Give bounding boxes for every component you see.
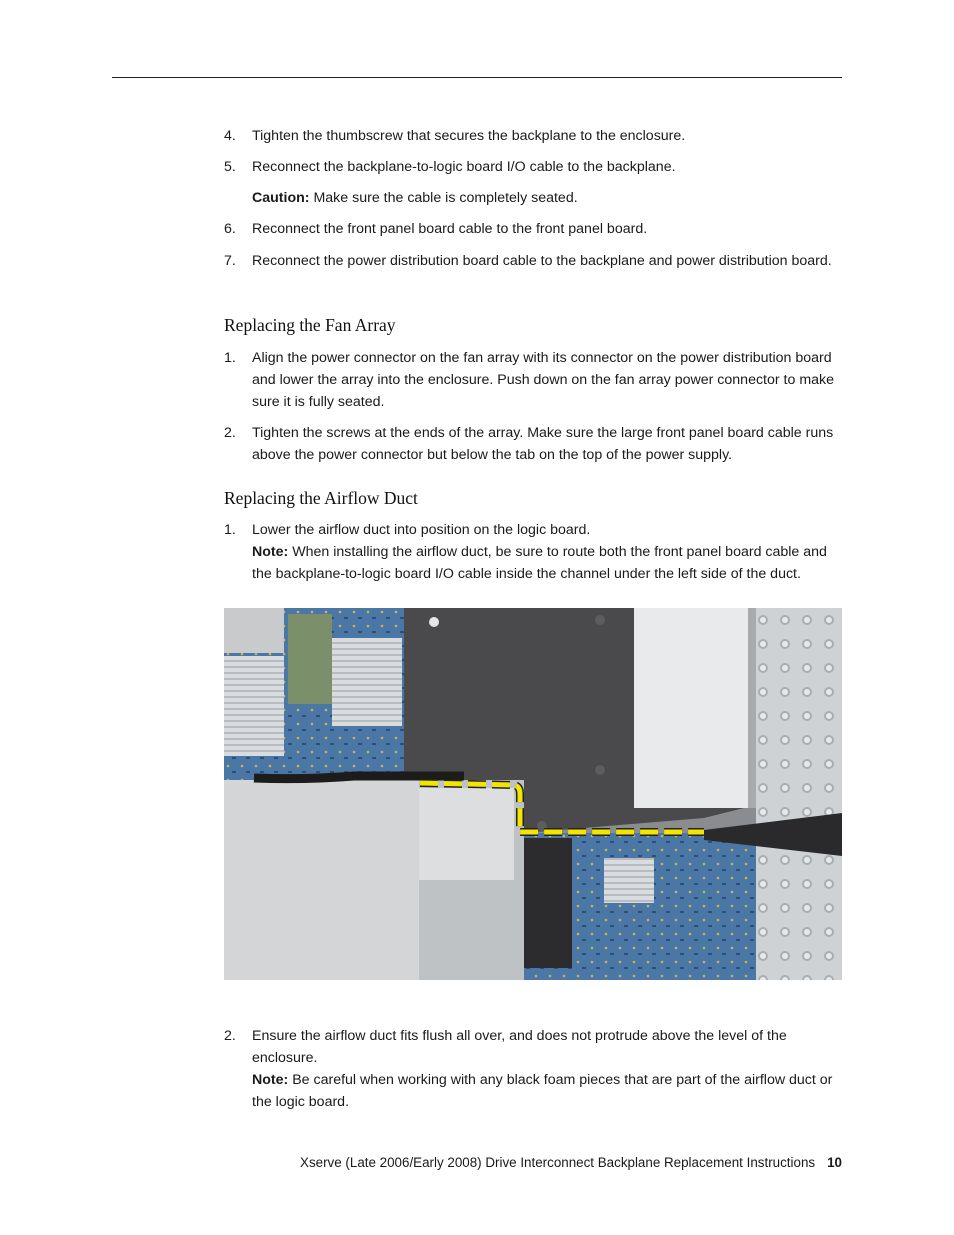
airflow-step-1 <box>224 519 842 585</box>
front-panel-cable <box>254 776 464 779</box>
step-text: Tighten the screws at the ends of the array. Make sure the large front panel board cable runs above the power connector but below the tab on the top of the power supply. <box>252 425 834 463</box>
photo-illustration <box>224 608 842 980</box>
step-text: Align the power connector on the fan array with its connector on the power distribution board and lower the array into the enclosure. Push down on the fan array power connector to make sure it is fully seated. <box>252 350 835 410</box>
fan-step-2 <box>224 422 842 466</box>
heatsink-left <box>224 656 284 756</box>
step-number: 2. <box>224 425 236 441</box>
step-text: Lower the airflow duct into position on the logic board. <box>252 522 591 538</box>
caution-label: Caution: <box>252 190 310 206</box>
fan-array-heading: Replacing the Fan Array <box>224 315 396 335</box>
header-rule <box>112 77 842 78</box>
caution-note <box>224 187 842 209</box>
step-5 <box>224 156 842 178</box>
step-number: 7. <box>224 253 236 269</box>
heatsink-right <box>332 638 402 726</box>
step-text: Tighten the thumbscrew that secures the backplane to the enclosure. <box>252 128 686 144</box>
step-number: 2. <box>224 1028 236 1044</box>
drive-bay <box>224 780 419 980</box>
caution-text: Make sure the cable is completely seated. <box>309 190 578 206</box>
note-text: Be careful when working with any black foam pieces that are part of the airflow duct or the logic board. <box>252 1072 833 1110</box>
perforated-panel <box>756 608 842 980</box>
fan-step-1 <box>224 347 842 413</box>
page-number: 10 <box>827 1155 842 1170</box>
step-number: 4. <box>224 128 236 144</box>
airflow-duct-photo <box>224 608 842 980</box>
step-text: Reconnect the power distribution board cable to the backplane and power distribution board. <box>252 253 832 269</box>
note-text: When installing the airflow duct, be sure to route both the front panel board cable and the backplane-to-logic board I/O cable inside the channel under the left side of the duct. <box>252 544 827 582</box>
step-text: Reconnect the backplane-to-logic board I/O cable to the backplane. <box>252 159 676 175</box>
note-label: Note: <box>252 1072 289 1088</box>
airflow-step-2 <box>224 1025 842 1113</box>
step-number: 1. <box>224 350 236 366</box>
airflow-duct-heading: Replacing the Airflow Duct <box>224 488 418 508</box>
step-6 <box>224 218 842 240</box>
step-number: 1. <box>224 522 236 538</box>
note-label: Note: <box>252 544 289 560</box>
step-number: 6. <box>224 221 236 237</box>
step-text: Reconnect the front panel board cable to the front panel board. <box>252 221 648 237</box>
step-number: 5. <box>224 159 236 175</box>
power-supply <box>634 608 748 808</box>
step-text: Ensure the airflow duct fits flush all over, and does not protrude above the level of the enclosure. <box>252 1028 787 1066</box>
page-footer <box>300 1152 842 1174</box>
document-title: Xserve (Late 2006/Early 2008) Drive Interconnect Backplane Replacement Instructions <box>300 1155 816 1170</box>
step-4 <box>224 125 842 147</box>
step-7 <box>224 250 842 272</box>
note <box>252 1069 842 1113</box>
note <box>252 541 842 585</box>
